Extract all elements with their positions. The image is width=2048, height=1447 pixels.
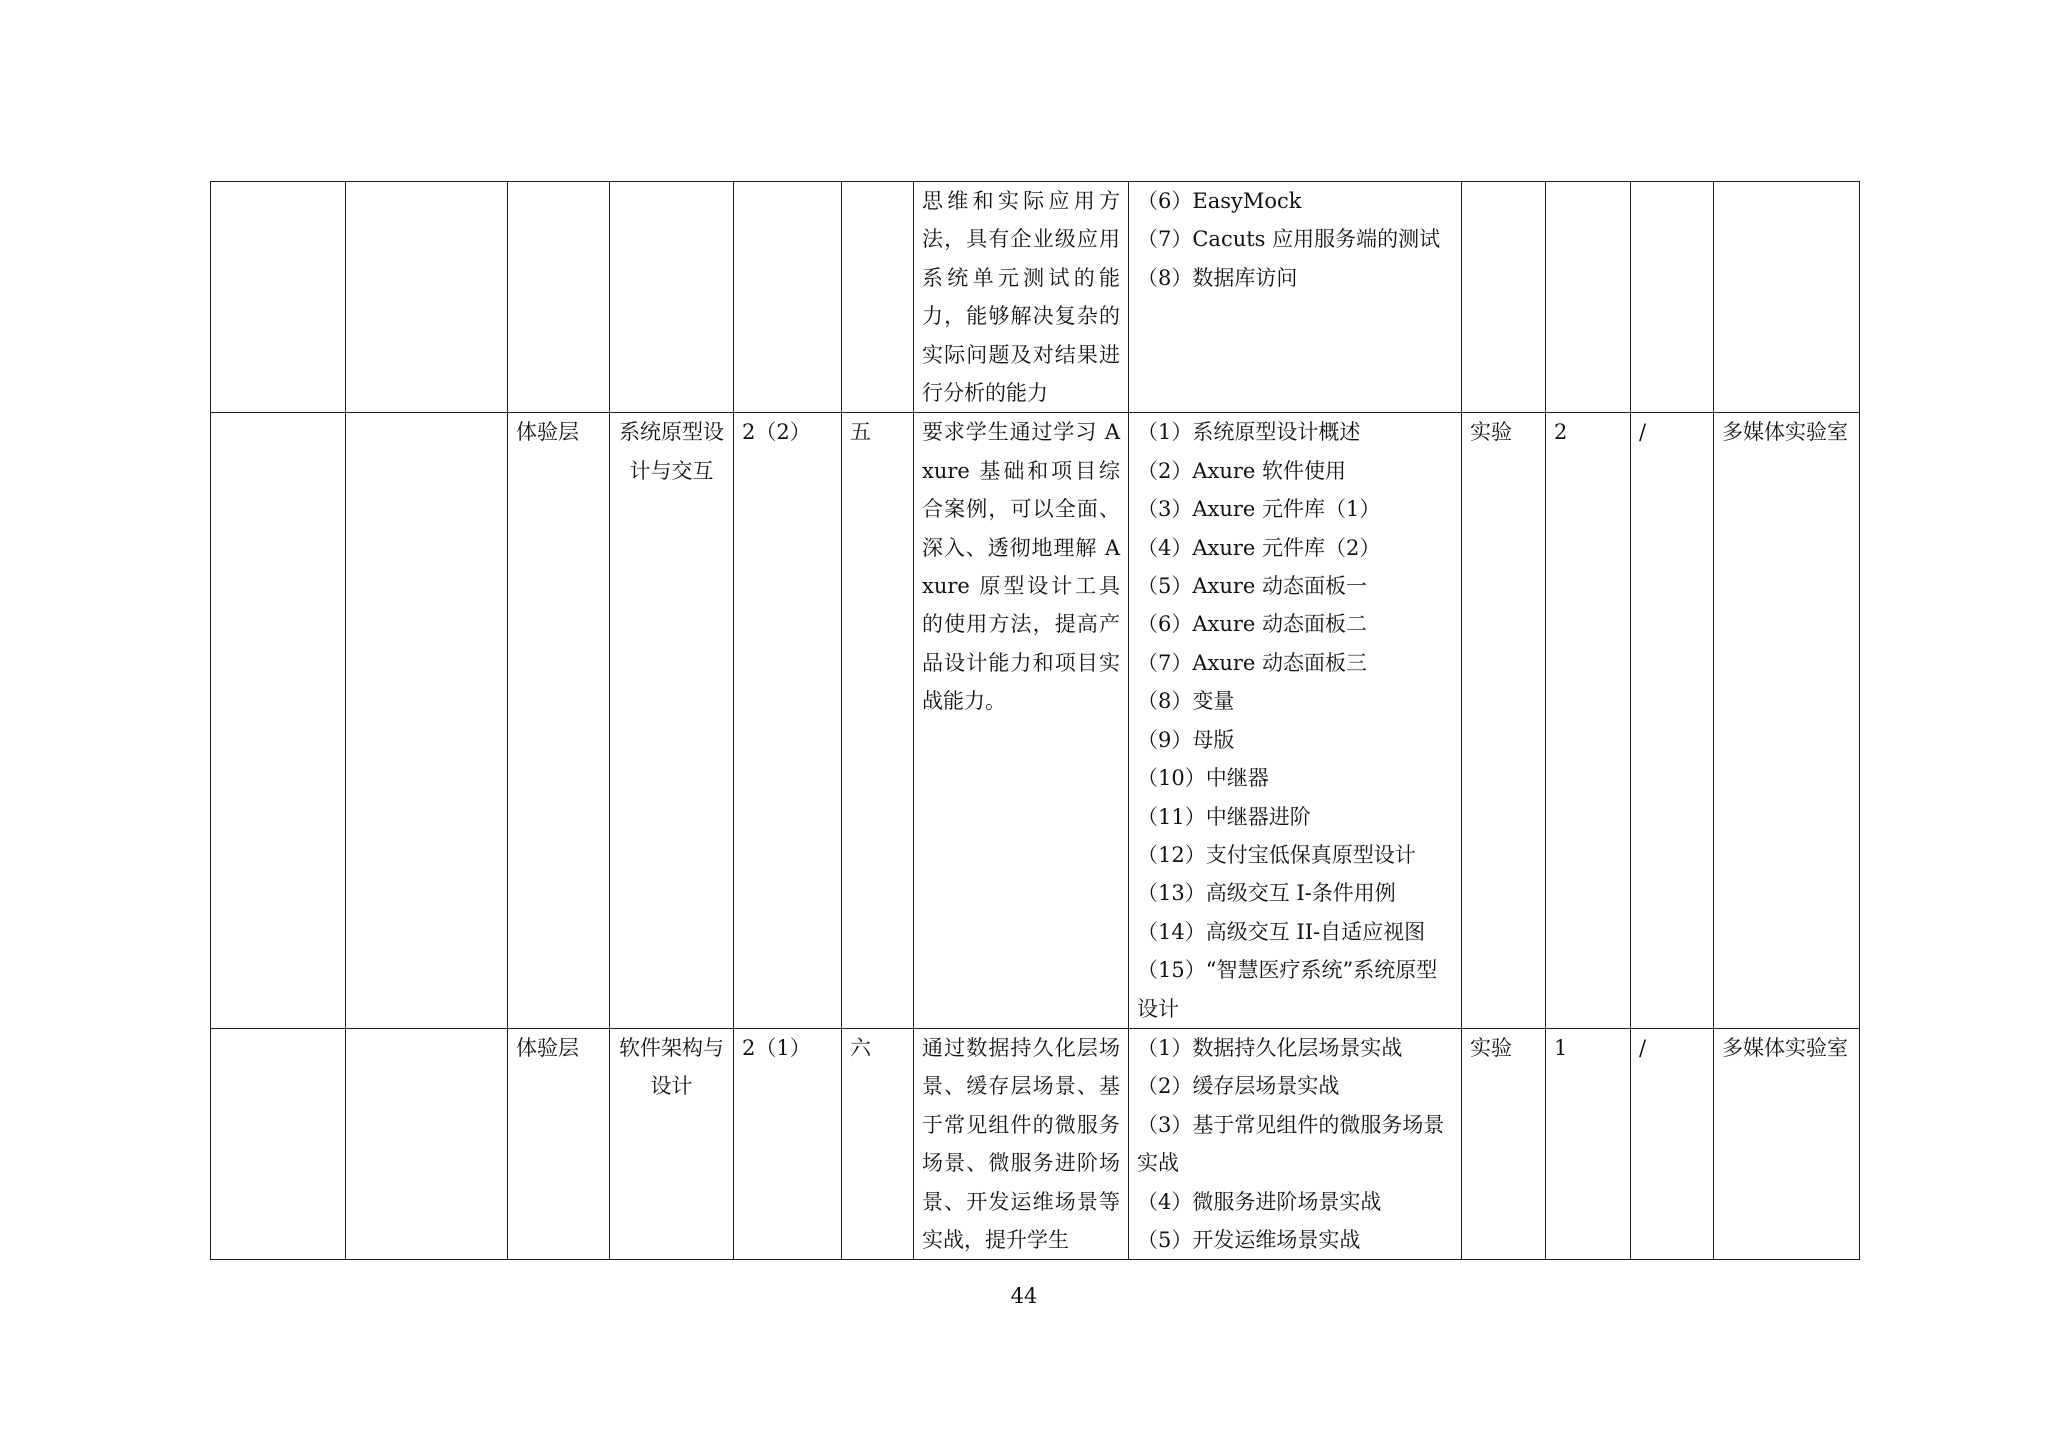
objective-cell: 思维和实际应用方法，具有企业级应用系统单元测试的能力，能够解决复杂的实际问题及对结果进行分析的能力 [914, 182, 1129, 413]
type-cell: 实验 [1462, 413, 1546, 1029]
type-cell: 实验 [1462, 1028, 1546, 1259]
topic-item: （14）高级交互 II-自适应视图 [1137, 919, 1426, 944]
group-cell: / [1631, 1028, 1714, 1259]
topic-item: （11）中继器进阶 [1137, 804, 1311, 829]
objective-cell: 要求学生通过学习 Axure 基础和项目综合案例，可以全面、深入、透彻地理解 Axure 原型设计工具的使用方法，提高产品设计能力和项目实战能力。 [914, 413, 1129, 1029]
module-cell [610, 182, 734, 413]
topic-item: （13）高级交互 I-条件用例 [1137, 881, 1396, 906]
topic-item: （2）缓存层场景实战 [1137, 1074, 1340, 1099]
module-cell: 系统原型设计与交互 [610, 413, 734, 1029]
empty-cell [211, 182, 346, 413]
topics-cell [1129, 182, 1462, 413]
topic-item: （2）Axure 软件使用 [1137, 458, 1347, 483]
objective-cell: 通过数据持久化层场景、缓存层场景、基于常见组件的微服务场景、微服务进阶场景、开发运维场景等实战，提升学生 [914, 1028, 1129, 1259]
topic-item: （4）Axure 元件库（2） [1137, 535, 1381, 560]
type-cell [1462, 182, 1546, 413]
topic-item: （5）Axure 动态面板一 [1137, 574, 1368, 599]
layer-cell: 体验层 [508, 1028, 610, 1259]
lab-cell [1714, 182, 1860, 413]
topic-item: （3）Axure 元件库（1） [1137, 497, 1381, 522]
topic-item: （1）系统原型设计概述 [1137, 420, 1361, 445]
group-cell [1631, 182, 1714, 413]
table-row [211, 413, 1860, 1029]
empty-cell [346, 182, 508, 413]
topic-item: （5）开发运维场景实战 [1137, 1227, 1361, 1252]
topic-item: （10）中继器 [1137, 766, 1269, 791]
topic-item: （6）EasyMock [1137, 189, 1302, 213]
count-cell: 2 [1546, 413, 1631, 1029]
lab-cell: 多媒体实验室 [1714, 1028, 1860, 1259]
table-row [211, 1028, 1860, 1259]
topic-item: （6）Axure 动态面板二 [1137, 612, 1368, 637]
layer-cell: 体验层 [508, 413, 610, 1029]
hours-cell: 2（1） [734, 1028, 842, 1259]
term-cell [842, 182, 914, 413]
module-cell: 软件架构与设计 [610, 1028, 734, 1259]
hours-cell [734, 182, 842, 413]
layer-cell [508, 182, 610, 413]
count-cell [1546, 182, 1631, 413]
topic-item: （9）母版 [1137, 727, 1235, 752]
topic-item: （15）“智慧医疗系统”系统原型设计 [1137, 958, 1438, 1021]
empty-cell [211, 1028, 346, 1259]
topic-item: （12）支付宝低保真原型设计 [1137, 842, 1416, 867]
lab-cell: 多媒体实验室 [1714, 413, 1860, 1029]
term-cell: 五 [842, 413, 914, 1029]
topics-cell [1129, 413, 1462, 1029]
topic-item: （7）Cacuts 应用服务端的测试 [1137, 227, 1441, 252]
table-row [211, 182, 1860, 413]
topic-item: （8）变量 [1137, 689, 1235, 714]
topic-item: （1）数据持久化层场景实战 [1137, 1035, 1403, 1060]
count-cell: 1 [1546, 1028, 1631, 1259]
topic-item: （4）微服务进阶场景实战 [1137, 1189, 1382, 1214]
syllabus-table [210, 181, 1860, 1260]
empty-cell [211, 413, 346, 1029]
topics-cell [1129, 1028, 1462, 1259]
page-number: 44 [1010, 1284, 1038, 1308]
topic-item: （3）基于常见组件的微服务场景实战 [1137, 1112, 1445, 1176]
term-cell: 六 [842, 1028, 914, 1259]
hours-cell: 2（2） [734, 413, 842, 1029]
topic-item: （8）数据库访问 [1137, 265, 1298, 290]
group-cell: / [1631, 413, 1714, 1029]
empty-cell [346, 1028, 508, 1259]
empty-cell [346, 413, 508, 1029]
topic-item: （7）Axure 动态面板三 [1137, 650, 1368, 675]
